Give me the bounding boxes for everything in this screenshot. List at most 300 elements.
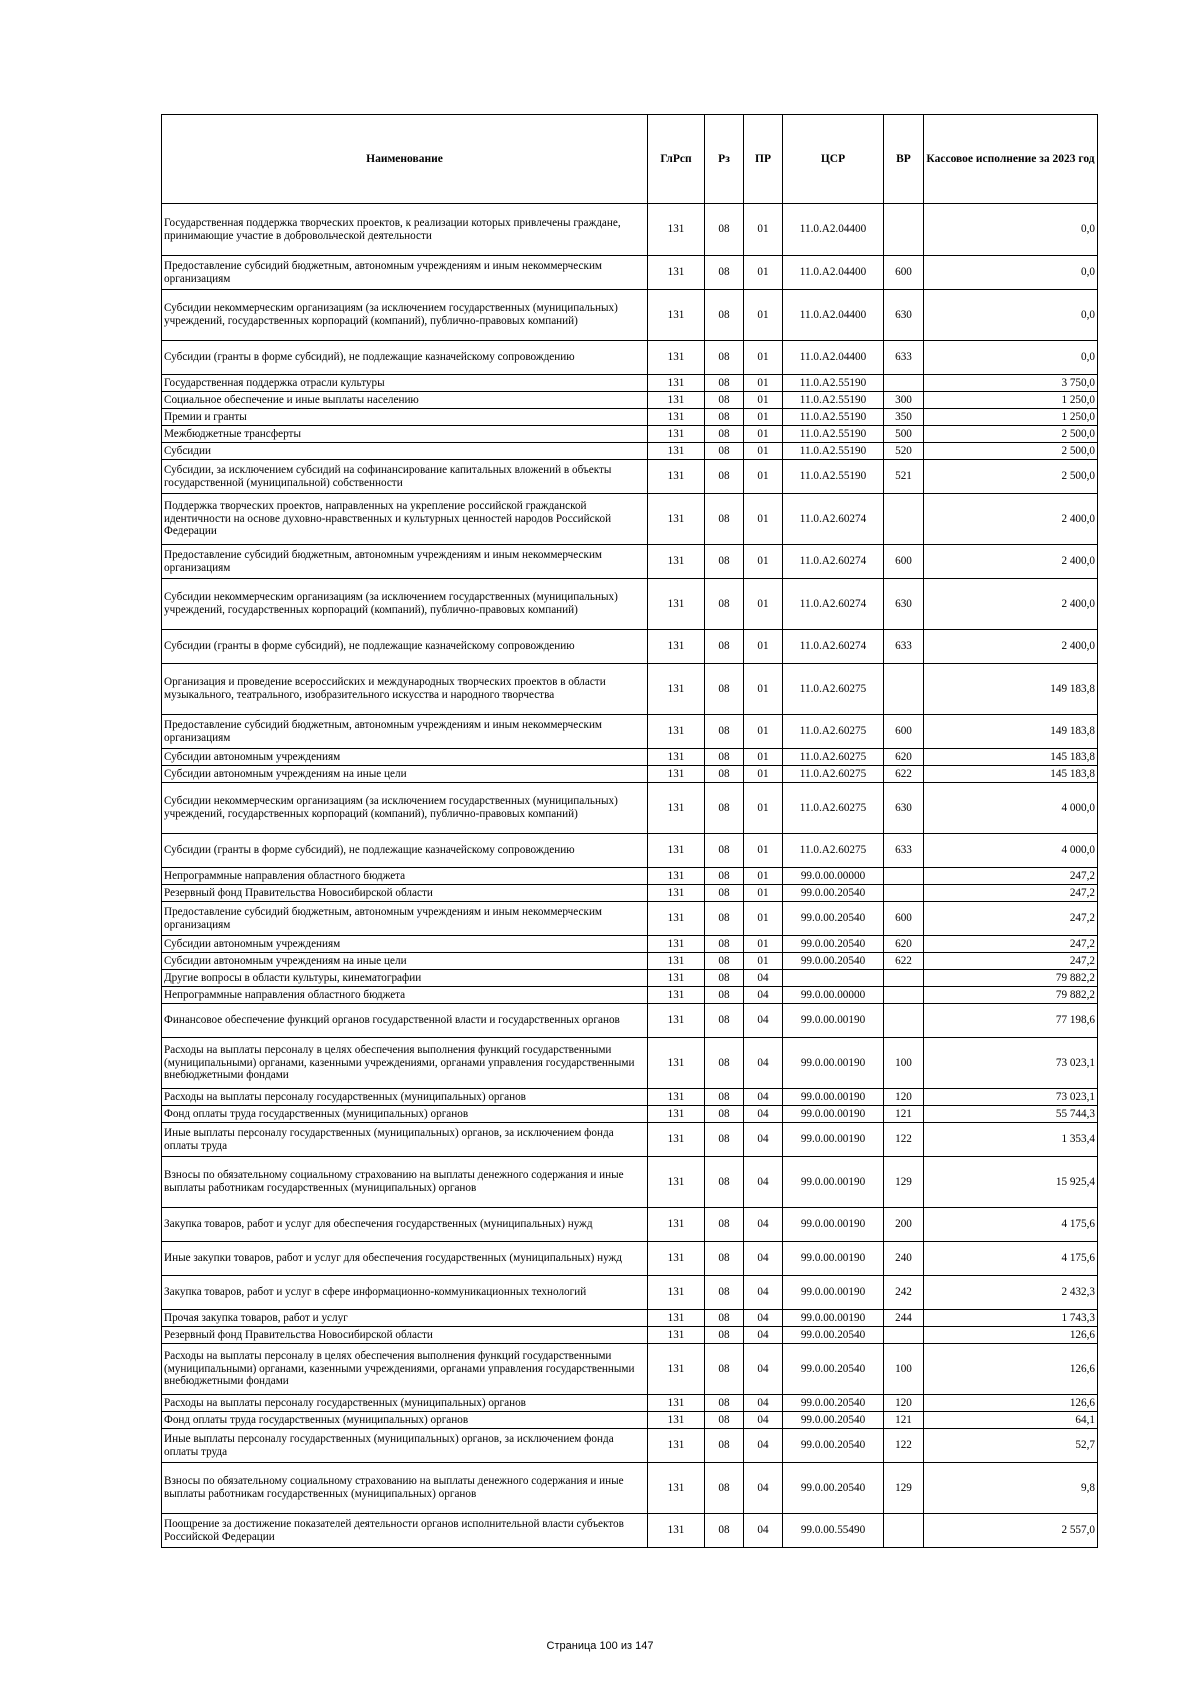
cell-amount: 126,6 <box>924 1395 1098 1412</box>
cell-csr: 99.0.00.00190 <box>783 1038 884 1089</box>
header-pr: ПР <box>744 115 783 204</box>
cell-csr: 99.0.00.00190 <box>783 1310 884 1327</box>
cell-csr: 99.0.00.20540 <box>783 1412 884 1429</box>
cell-glrsp: 131 <box>648 1106 705 1123</box>
cell-amount: 4 175,6 <box>924 1242 1098 1276</box>
table-row <box>162 1208 1098 1242</box>
cell-vr: 630 <box>884 290 924 341</box>
table-row <box>162 936 1098 953</box>
cell-name: Субсидии автономным учреждениям на иные цели <box>162 953 648 970</box>
cell-csr: 11.0.А2.55190 <box>783 375 884 392</box>
cell-glrsp: 131 <box>648 1514 705 1548</box>
cell-glrsp: 131 <box>648 936 705 953</box>
table-row <box>162 783 1098 834</box>
cell-pr: 01 <box>744 715 783 749</box>
cell-amount: 73 023,1 <box>924 1089 1098 1106</box>
cell-amount: 145 183,8 <box>924 766 1098 783</box>
cell-rz: 08 <box>705 715 744 749</box>
cell-amount: 2 400,0 <box>924 579 1098 630</box>
cell-rz: 08 <box>705 1463 744 1514</box>
cell-glrsp: 131 <box>648 1463 705 1514</box>
cell-name: Субсидии автономным учреждениям на иные цели <box>162 766 648 783</box>
cell-vr <box>884 1514 924 1548</box>
cell-name: Прочая закупка товаров, работ и услуг <box>162 1310 648 1327</box>
cell-csr: 99.0.00.00000 <box>783 868 884 885</box>
cell-amount: 55 744,3 <box>924 1106 1098 1123</box>
cell-glrsp: 131 <box>648 664 705 715</box>
cell-name: Организация и проведение всероссийских и международных творческих проектов в области музыкального, театрального, изобразительного искусства и народного творчества <box>162 664 648 715</box>
table-row <box>162 1514 1098 1548</box>
cell-amount: 126,6 <box>924 1327 1098 1344</box>
table-row <box>162 630 1098 664</box>
cell-amount: 4 175,6 <box>924 1208 1098 1242</box>
cell-glrsp: 131 <box>648 1123 705 1157</box>
cell-glrsp: 131 <box>648 987 705 1004</box>
cell-glrsp: 131 <box>648 1038 705 1089</box>
cell-vr: 129 <box>884 1463 924 1514</box>
cell-glrsp: 131 <box>648 715 705 749</box>
cell-name: Социальное обеспечение и иные выплаты населению <box>162 392 648 409</box>
cell-pr: 04 <box>744 1123 783 1157</box>
cell-amount: 2 400,0 <box>924 545 1098 579</box>
cell-amount: 2 500,0 <box>924 426 1098 443</box>
cell-pr: 01 <box>744 630 783 664</box>
table-row <box>162 885 1098 902</box>
cell-pr: 01 <box>744 409 783 426</box>
header-rz: Рз <box>705 115 744 204</box>
cell-amount: 2 557,0 <box>924 1514 1098 1548</box>
cell-amount: 126,6 <box>924 1344 1098 1395</box>
cell-glrsp: 131 <box>648 1004 705 1038</box>
cell-vr: 300 <box>884 392 924 409</box>
cell-pr: 01 <box>744 664 783 715</box>
cell-vr: 120 <box>884 1089 924 1106</box>
cell-vr: 633 <box>884 341 924 375</box>
cell-csr: 99.0.00.55490 <box>783 1514 884 1548</box>
cell-amount: 2 400,0 <box>924 630 1098 664</box>
table-row <box>162 1344 1098 1395</box>
cell-rz: 08 <box>705 1327 744 1344</box>
cell-csr: 11.0.А2.55190 <box>783 443 884 460</box>
cell-glrsp: 131 <box>648 885 705 902</box>
cell-csr: 11.0.А2.55190 <box>783 460 884 494</box>
cell-glrsp: 131 <box>648 409 705 426</box>
cell-rz: 08 <box>705 204 744 256</box>
cell-glrsp: 131 <box>648 953 705 970</box>
cell-vr: 600 <box>884 715 924 749</box>
cell-amount: 2 500,0 <box>924 443 1098 460</box>
cell-name: Предоставление субсидий бюджетным, автономным учреждениям и иным некоммерческим организациям <box>162 545 648 579</box>
cell-vr <box>884 970 924 987</box>
cell-pr: 01 <box>744 936 783 953</box>
cell-glrsp: 131 <box>648 970 705 987</box>
cell-pr: 01 <box>744 375 783 392</box>
cell-pr: 04 <box>744 970 783 987</box>
cell-name: Резервный фонд Правительства Новосибирской области <box>162 1327 648 1344</box>
cell-vr <box>884 868 924 885</box>
table-row <box>162 1038 1098 1089</box>
cell-amount: 4 000,0 <box>924 834 1098 868</box>
cell-vr: 521 <box>884 460 924 494</box>
cell-glrsp: 131 <box>648 1344 705 1395</box>
cell-name: Субсидии автономным учреждениям <box>162 936 648 953</box>
cell-name: Закупка товаров, работ и услуг для обеспечения государственных (муниципальных) нужд <box>162 1208 648 1242</box>
cell-csr <box>783 970 884 987</box>
cell-csr: 99.0.00.00190 <box>783 1242 884 1276</box>
cell-pr: 04 <box>744 1412 783 1429</box>
cell-rz: 08 <box>705 868 744 885</box>
cell-amount: 9,8 <box>924 1463 1098 1514</box>
cell-name: Субсидии (гранты в форме субсидий), не подлежащие казначейскому сопровождению <box>162 630 648 664</box>
cell-glrsp: 131 <box>648 1327 705 1344</box>
cell-csr: 11.0.А2.60275 <box>783 664 884 715</box>
cell-glrsp: 131 <box>648 341 705 375</box>
cell-amount: 1 250,0 <box>924 392 1098 409</box>
cell-pr: 04 <box>744 1276 783 1310</box>
cell-amount: 1 250,0 <box>924 409 1098 426</box>
cell-csr: 11.0.А2.60274 <box>783 579 884 630</box>
cell-amount: 247,2 <box>924 885 1098 902</box>
cell-amount: 52,7 <box>924 1429 1098 1463</box>
cell-csr: 99.0.00.00190 <box>783 1106 884 1123</box>
cell-vr: 121 <box>884 1412 924 1429</box>
cell-vr <box>884 664 924 715</box>
cell-vr: 633 <box>884 630 924 664</box>
cell-name: Иные закупки товаров, работ и услуг для обеспечения государственных (муниципальных) нужд <box>162 1242 648 1276</box>
cell-amount: 149 183,8 <box>924 664 1098 715</box>
cell-rz: 08 <box>705 783 744 834</box>
cell-name: Субсидии (гранты в форме субсидий), не подлежащие казначейскому сопровождению <box>162 834 648 868</box>
cell-name: Субсидии некоммерческим организациям (за исключением государственных (муниципальных) учреждений, государственных корпораций (компаний), публично-правовых компаний) <box>162 290 648 341</box>
table-row <box>162 1327 1098 1344</box>
cell-rz: 08 <box>705 443 744 460</box>
cell-vr: 622 <box>884 953 924 970</box>
table-row <box>162 1412 1098 1429</box>
cell-rz: 08 <box>705 987 744 1004</box>
cell-glrsp: 131 <box>648 834 705 868</box>
cell-csr: 11.0.А2.04400 <box>783 204 884 256</box>
cell-vr: 520 <box>884 443 924 460</box>
cell-glrsp: 131 <box>648 630 705 664</box>
cell-rz: 08 <box>705 953 744 970</box>
cell-amount: 247,2 <box>924 936 1098 953</box>
cell-name: Фонд оплаты труда государственных (муниципальных) органов <box>162 1106 648 1123</box>
cell-amount: 247,2 <box>924 953 1098 970</box>
cell-rz: 08 <box>705 1276 744 1310</box>
cell-csr: 11.0.А2.04400 <box>783 341 884 375</box>
table-row <box>162 290 1098 341</box>
cell-amount: 79 882,2 <box>924 970 1098 987</box>
cell-name: Непрограммные направления областного бюджета <box>162 868 648 885</box>
cell-vr: 122 <box>884 1429 924 1463</box>
cell-vr: 600 <box>884 256 924 290</box>
cell-amount: 0,0 <box>924 256 1098 290</box>
cell-amount: 2 500,0 <box>924 460 1098 494</box>
cell-pr: 04 <box>744 1310 783 1327</box>
cell-csr: 11.0.А2.04400 <box>783 290 884 341</box>
cell-csr: 99.0.00.20540 <box>783 1429 884 1463</box>
cell-rz: 08 <box>705 749 744 766</box>
cell-csr: 11.0.А2.60275 <box>783 749 884 766</box>
cell-vr: 100 <box>884 1038 924 1089</box>
cell-pr: 01 <box>744 290 783 341</box>
cell-glrsp: 131 <box>648 1276 705 1310</box>
cell-csr: 11.0.А2.60275 <box>783 783 884 834</box>
cell-pr: 04 <box>744 1344 783 1395</box>
table-row <box>162 749 1098 766</box>
cell-amount: 73 023,1 <box>924 1038 1098 1089</box>
cell-glrsp: 131 <box>648 1429 705 1463</box>
cell-pr: 01 <box>744 204 783 256</box>
cell-csr: 11.0.А2.55190 <box>783 392 884 409</box>
cell-amount: 149 183,8 <box>924 715 1098 749</box>
cell-csr: 99.0.00.00190 <box>783 1089 884 1106</box>
cell-glrsp: 131 <box>648 749 705 766</box>
table-row <box>162 409 1098 426</box>
cell-glrsp: 131 <box>648 460 705 494</box>
cell-rz: 08 <box>705 902 744 936</box>
cell-amount: 4 000,0 <box>924 783 1098 834</box>
cell-rz: 08 <box>705 1395 744 1412</box>
cell-vr <box>884 1004 924 1038</box>
cell-csr: 99.0.00.00190 <box>783 1276 884 1310</box>
cell-vr: 129 <box>884 1157 924 1208</box>
cell-pr: 04 <box>744 1038 783 1089</box>
cell-vr: 630 <box>884 579 924 630</box>
table-row <box>162 953 1098 970</box>
cell-csr: 11.0.А2.60274 <box>783 630 884 664</box>
cell-pr: 04 <box>744 1395 783 1412</box>
cell-amount: 247,2 <box>924 868 1098 885</box>
cell-glrsp: 131 <box>648 902 705 936</box>
table-row <box>162 426 1098 443</box>
cell-pr: 01 <box>744 341 783 375</box>
cell-rz: 08 <box>705 1242 744 1276</box>
table-row <box>162 375 1098 392</box>
cell-glrsp: 131 <box>648 1242 705 1276</box>
cell-rz: 08 <box>705 664 744 715</box>
cell-name: Непрограммные направления областного бюджета <box>162 987 648 1004</box>
cell-csr: 11.0.А2.60275 <box>783 715 884 749</box>
cell-glrsp: 131 <box>648 375 705 392</box>
cell-name: Другие вопросы в области культуры, кинематографии <box>162 970 648 987</box>
cell-glrsp: 131 <box>648 494 705 545</box>
cell-rz: 08 <box>705 375 744 392</box>
cell-name: Субсидии некоммерческим организациям (за исключением государственных (муниципальных) учреждений, государственных корпораций (компаний), публично-правовых компаний) <box>162 579 648 630</box>
cell-pr: 04 <box>744 1463 783 1514</box>
cell-rz: 08 <box>705 256 744 290</box>
cell-pr: 01 <box>744 426 783 443</box>
table-row <box>162 1463 1098 1514</box>
cell-name: Субсидии некоммерческим организациям (за исключением государственных (муниципальных) учреждений, государственных корпораций (компаний), публично-правовых компаний) <box>162 783 648 834</box>
cell-name: Предоставление субсидий бюджетным, автономным учреждениям и иным некоммерческим организациям <box>162 902 648 936</box>
cell-csr: 99.0.00.00190 <box>783 1123 884 1157</box>
cell-amount: 1 353,4 <box>924 1123 1098 1157</box>
cell-amount: 15 925,4 <box>924 1157 1098 1208</box>
cell-vr <box>884 885 924 902</box>
cell-name: Субсидии, за исключением субсидий на софинансирование капитальных вложений в объекты государственной (муниципальной) собственности <box>162 460 648 494</box>
cell-csr: 99.0.00.20540 <box>783 936 884 953</box>
cell-csr: 99.0.00.20540 <box>783 1344 884 1395</box>
page-number: Страница 100 из 147 <box>546 1640 654 1652</box>
cell-glrsp: 131 <box>648 392 705 409</box>
cell-csr: 99.0.00.00190 <box>783 1157 884 1208</box>
cell-rz: 08 <box>705 834 744 868</box>
cell-name: Государственная поддержка отрасли культуры <box>162 375 648 392</box>
table-row <box>162 392 1098 409</box>
cell-amount: 3 750,0 <box>924 375 1098 392</box>
table-row <box>162 1429 1098 1463</box>
cell-pr: 01 <box>744 766 783 783</box>
cell-vr: 100 <box>884 1344 924 1395</box>
cell-csr: 99.0.00.00190 <box>783 1004 884 1038</box>
cell-vr: 121 <box>884 1106 924 1123</box>
cell-name: Фонд оплаты труда государственных (муниципальных) органов <box>162 1412 648 1429</box>
table-row <box>162 1089 1098 1106</box>
cell-name: Резервный фонд Правительства Новосибирской области <box>162 885 648 902</box>
cell-pr: 04 <box>744 1004 783 1038</box>
cell-name: Премии и гранты <box>162 409 648 426</box>
header-amount: Кассовое исполнение за 2023 год <box>924 115 1098 204</box>
cell-pr: 04 <box>744 1106 783 1123</box>
table-row <box>162 970 1098 987</box>
table-row <box>162 1157 1098 1208</box>
table-row <box>162 1106 1098 1123</box>
cell-rz: 08 <box>705 426 744 443</box>
cell-rz: 08 <box>705 392 744 409</box>
cell-pr: 01 <box>744 902 783 936</box>
cell-pr: 01 <box>744 953 783 970</box>
cell-rz: 08 <box>705 460 744 494</box>
cell-pr: 04 <box>744 1089 783 1106</box>
cell-name: Расходы на выплаты персоналу в целях обеспечения выполнения функций государственными (муниципальными) органами, казенными учреждениями, органами управления государственными внебюджетными фондами <box>162 1344 648 1395</box>
cell-pr: 01 <box>744 494 783 545</box>
cell-vr <box>884 494 924 545</box>
table-row <box>162 1242 1098 1276</box>
table-header-row <box>162 115 1098 204</box>
cell-csr: 11.0.А2.60275 <box>783 766 884 783</box>
cell-amount: 247,2 <box>924 902 1098 936</box>
cell-csr: 11.0.А2.55190 <box>783 409 884 426</box>
cell-csr: 99.0.00.20540 <box>783 1327 884 1344</box>
cell-pr: 01 <box>744 834 783 868</box>
cell-rz: 08 <box>705 1514 744 1548</box>
cell-vr <box>884 375 924 392</box>
table-row <box>162 1276 1098 1310</box>
cell-name: Предоставление субсидий бюджетным, автономным учреждениям и иным некоммерческим организациям <box>162 715 648 749</box>
cell-csr: 11.0.А2.60274 <box>783 494 884 545</box>
cell-name: Иные выплаты персоналу государственных (муниципальных) органов, за исключением фонда оплаты труда <box>162 1429 648 1463</box>
table-row <box>162 766 1098 783</box>
table-row <box>162 715 1098 749</box>
cell-rz: 08 <box>705 630 744 664</box>
cell-rz: 08 <box>705 290 744 341</box>
cell-glrsp: 131 <box>648 290 705 341</box>
cell-csr: 11.0.А2.55190 <box>783 426 884 443</box>
cell-vr: 630 <box>884 783 924 834</box>
table-row <box>162 987 1098 1004</box>
cell-glrsp: 131 <box>648 783 705 834</box>
cell-rz: 08 <box>705 409 744 426</box>
cell-rz: 08 <box>705 1429 744 1463</box>
cell-csr: 11.0.А2.04400 <box>783 256 884 290</box>
cell-csr: 99.0.00.20540 <box>783 902 884 936</box>
table-row <box>162 1123 1098 1157</box>
table-row <box>162 1310 1098 1327</box>
table-row <box>162 664 1098 715</box>
cell-vr: 244 <box>884 1310 924 1327</box>
table-row <box>162 204 1098 256</box>
cell-name: Субсидии (гранты в форме субсидий), не подлежащие казначейскому сопровождению <box>162 341 648 375</box>
cell-pr: 04 <box>744 987 783 1004</box>
cell-name: Иные выплаты персоналу государственных (муниципальных) органов, за исключением фонда оплаты труда <box>162 1123 648 1157</box>
cell-name: Закупка товаров, работ и услуг в сфере информационно-коммуникационных технологий <box>162 1276 648 1310</box>
cell-pr: 04 <box>744 1208 783 1242</box>
cell-pr: 01 <box>744 783 783 834</box>
cell-name: Поощрение за достижение показателей деятельности органов исполнительной власти субъектов Российской Федерации <box>162 1514 648 1548</box>
budget-table <box>161 114 1098 1548</box>
header-glrsp: ГлРсп <box>648 115 705 204</box>
cell-name: Взносы по обязательному социальному страхованию на выплаты денежного содержания и иные выплаты работникам государственных (муниципальных) органов <box>162 1157 648 1208</box>
cell-csr: 11.0.А2.60274 <box>783 545 884 579</box>
cell-pr: 01 <box>744 256 783 290</box>
cell-rz: 08 <box>705 1106 744 1123</box>
cell-vr: 622 <box>884 766 924 783</box>
cell-csr: 11.0.А2.60275 <box>783 834 884 868</box>
cell-amount: 1 743,3 <box>924 1310 1098 1327</box>
cell-glrsp: 131 <box>648 1310 705 1327</box>
header-name: Наименование <box>162 115 648 204</box>
cell-name: Взносы по обязательному социальному страхованию на выплаты денежного содержания и иные выплаты работникам государственных (муниципальных) органов <box>162 1463 648 1514</box>
table-row <box>162 443 1098 460</box>
cell-glrsp: 131 <box>648 426 705 443</box>
cell-amount: 2 400,0 <box>924 494 1098 545</box>
cell-glrsp: 131 <box>648 256 705 290</box>
cell-pr: 04 <box>744 1242 783 1276</box>
cell-vr: 620 <box>884 936 924 953</box>
table-row <box>162 902 1098 936</box>
cell-rz: 08 <box>705 579 744 630</box>
cell-vr: 122 <box>884 1123 924 1157</box>
cell-pr: 04 <box>744 1429 783 1463</box>
cell-rz: 08 <box>705 494 744 545</box>
cell-glrsp: 131 <box>648 1157 705 1208</box>
cell-name: Государственная поддержка творческих проектов, к реализации которых привлечены граждане, принимающие участие в добровольческой деятельности <box>162 204 648 256</box>
cell-glrsp: 131 <box>648 579 705 630</box>
cell-pr: 01 <box>744 868 783 885</box>
cell-pr: 04 <box>744 1514 783 1548</box>
cell-csr: 99.0.00.00190 <box>783 1208 884 1242</box>
cell-vr: 242 <box>884 1276 924 1310</box>
cell-amount: 2 432,3 <box>924 1276 1098 1310</box>
cell-rz: 08 <box>705 1412 744 1429</box>
cell-csr: 99.0.00.20540 <box>783 1395 884 1412</box>
cell-rz: 08 <box>705 1344 744 1395</box>
cell-glrsp: 131 <box>648 868 705 885</box>
table-row <box>162 460 1098 494</box>
cell-rz: 08 <box>705 1038 744 1089</box>
cell-pr: 01 <box>744 545 783 579</box>
cell-csr: 99.0.00.20540 <box>783 1463 884 1514</box>
cell-amount: 0,0 <box>924 204 1098 256</box>
cell-name: Субсидии автономным учреждениям <box>162 749 648 766</box>
cell-pr: 01 <box>744 392 783 409</box>
cell-pr: 01 <box>744 885 783 902</box>
cell-csr: 99.0.00.20540 <box>783 885 884 902</box>
table-row <box>162 341 1098 375</box>
cell-rz: 08 <box>705 1157 744 1208</box>
cell-csr: 99.0.00.00000 <box>783 987 884 1004</box>
